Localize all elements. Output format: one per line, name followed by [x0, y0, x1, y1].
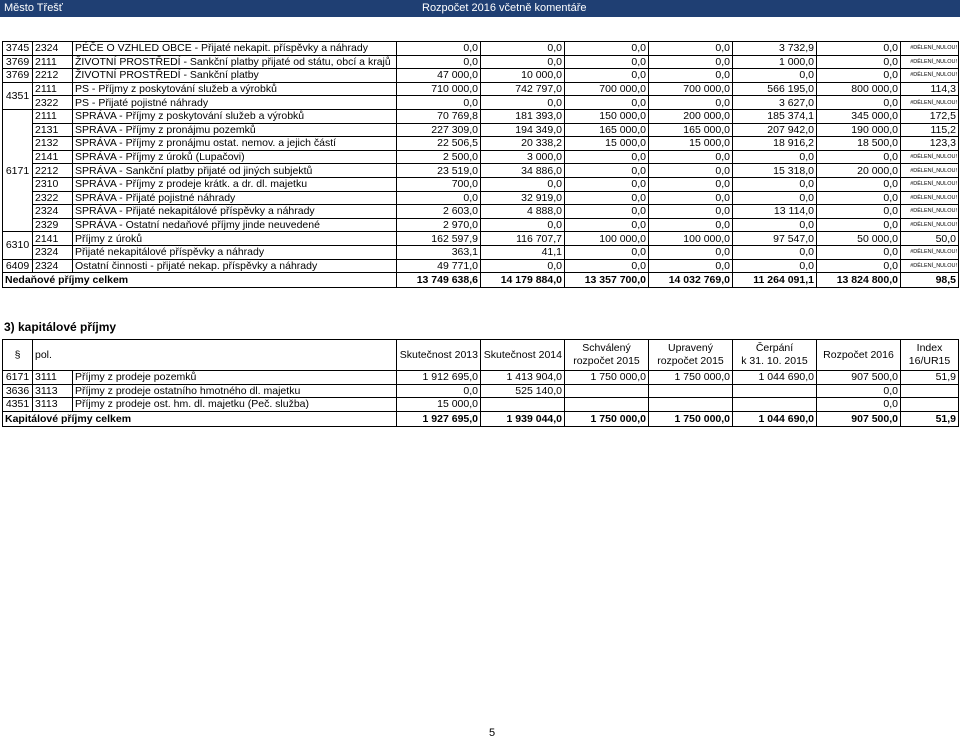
value-cell: 0,0 [649, 218, 733, 232]
value-cell: 194 349,0 [481, 123, 565, 137]
value-cell: 0,0 [397, 96, 481, 110]
value-cell: 345 000,0 [817, 109, 901, 123]
item-cell: 2324 [33, 259, 73, 273]
description-cell: SPRÁVA - Příjmy z pronájmu pozemků [73, 123, 397, 137]
description-cell: Příjmy z prodeje ost. hm. dl. majetku (Peč. služba) [73, 398, 397, 412]
paragraph-cell: 3769 [3, 55, 33, 69]
total-value: 14 179 884,0 [481, 273, 565, 288]
paragraph-cell: 4351 [3, 82, 33, 109]
value-cell: 1 750 000,0 [649, 371, 733, 385]
table-row [3, 123, 959, 137]
value-cell: 207 942,0 [733, 123, 817, 137]
header-item: pol. [33, 340, 397, 371]
item-cell: 2141 [33, 150, 73, 164]
capital-income-table [2, 339, 959, 427]
item-cell: 2324 [33, 42, 73, 56]
value-cell [649, 398, 733, 412]
total-value: 14 032 769,0 [649, 273, 733, 288]
index-cell: #DĚLENÍ_NULOU! [901, 191, 959, 205]
total-value: 13 357 700,0 [565, 273, 649, 288]
description-cell: Příjmy z prodeje pozemků [73, 371, 397, 385]
value-cell: 0,0 [397, 191, 481, 205]
value-cell: 363,1 [397, 245, 481, 259]
paragraph-cell: 6409 [3, 259, 33, 273]
value-cell: 0,0 [565, 191, 649, 205]
value-cell: 0,0 [733, 218, 817, 232]
value-cell: 525 140,0 [481, 384, 565, 398]
value-cell: 0,0 [733, 177, 817, 191]
total-label: Nedaňové příjmy celkem [3, 273, 397, 288]
total-value: 51,9 [901, 411, 959, 426]
value-cell: 0,0 [481, 218, 565, 232]
value-cell: 4 888,0 [481, 205, 565, 219]
value-cell: 34 886,0 [481, 164, 565, 178]
value-cell: 0,0 [565, 218, 649, 232]
total-value: 13 749 638,6 [397, 273, 481, 288]
header-adjusted-budget: Upravený rozpočet 2015 [649, 340, 733, 371]
index-cell: #DĚLENÍ_NULOU! [901, 55, 959, 69]
value-cell: 1 912 695,0 [397, 371, 481, 385]
value-cell: 0,0 [733, 150, 817, 164]
value-cell: 13 114,0 [733, 205, 817, 219]
value-cell: 0,0 [481, 42, 565, 56]
item-cell: 2111 [33, 82, 73, 96]
table-row [3, 82, 959, 96]
index-cell: #DĚLENÍ_NULOU! [901, 150, 959, 164]
value-cell: 227 309,0 [397, 123, 481, 137]
value-cell: 23 519,0 [397, 164, 481, 178]
table-row [3, 137, 959, 151]
value-cell: 800 000,0 [817, 82, 901, 96]
value-cell: 0,0 [649, 245, 733, 259]
value-cell: 50 000,0 [817, 232, 901, 246]
value-cell: 1 750 000,0 [565, 371, 649, 385]
value-cell: 0,0 [817, 245, 901, 259]
total-value: 1 750 000,0 [649, 411, 733, 426]
description-cell: Ostatní činnosti - přijaté nekap. příspěvky a náhrady [73, 259, 397, 273]
value-cell: 0,0 [565, 164, 649, 178]
value-cell: 1 000,0 [733, 55, 817, 69]
value-cell: 3 627,0 [733, 96, 817, 110]
value-cell: 0,0 [817, 191, 901, 205]
capital-income-title: 3) kapitálové příjmy [4, 320, 117, 334]
value-cell: 20 000,0 [817, 164, 901, 178]
description-cell: SPRÁVA - Příjmy z úroků (Lupačovi) [73, 150, 397, 164]
value-cell: 700,0 [397, 177, 481, 191]
table-row [3, 164, 959, 178]
total-value: 13 824 800,0 [817, 273, 901, 288]
total-label: Kapitálové příjmy celkem [3, 411, 397, 426]
value-cell: 165 000,0 [649, 123, 733, 137]
description-cell: SPRÁVA - Ostatní nedaňové příjmy jinde neuvedené [73, 218, 397, 232]
value-cell: 700 000,0 [649, 82, 733, 96]
paragraph-cell: 4351 [3, 398, 33, 412]
total-value: 1 927 695,0 [397, 411, 481, 426]
header-paragraph: § [3, 340, 33, 371]
index-cell: #DĚLENÍ_NULOU! [901, 218, 959, 232]
item-cell: 2324 [33, 245, 73, 259]
item-cell: 2212 [33, 164, 73, 178]
item-cell: 2111 [33, 109, 73, 123]
table-row [3, 42, 959, 56]
value-cell: 0,0 [649, 191, 733, 205]
total-row [3, 273, 959, 288]
value-cell [565, 384, 649, 398]
value-cell: 49 771,0 [397, 259, 481, 273]
table-row [3, 218, 959, 232]
description-cell: SPRÁVA - Sankční platby přijaté od jiných subjektů [73, 164, 397, 178]
value-cell: 0,0 [565, 177, 649, 191]
index-cell: #DĚLENÍ_NULOU! [901, 177, 959, 191]
value-cell: 0,0 [649, 164, 733, 178]
description-cell: SPRÁVA - Přijaté nekapitálové příspěvky a náhrady [73, 205, 397, 219]
value-cell: 0,0 [817, 205, 901, 219]
table-header-row [3, 340, 959, 371]
value-cell: 0,0 [565, 150, 649, 164]
page-number: 5 [489, 727, 496, 739]
index-cell: 114,3 [901, 82, 959, 96]
table-row [3, 371, 959, 385]
value-cell: 181 393,0 [481, 109, 565, 123]
paragraph-cell: 6171 [3, 371, 33, 385]
value-cell: 0,0 [481, 177, 565, 191]
value-cell: 97 547,0 [733, 232, 817, 246]
item-cell: 2132 [33, 137, 73, 151]
paragraph-cell: 3636 [3, 384, 33, 398]
value-cell: 190 000,0 [817, 123, 901, 137]
value-cell: 0,0 [649, 150, 733, 164]
value-cell: 0,0 [649, 205, 733, 219]
description-cell: SPRÁVA - Příjmy z pronájmu ostat. nemov. a jejich částí [73, 137, 397, 151]
total-value: 98,5 [901, 273, 959, 288]
header-index: Index 16/UR15 [901, 340, 959, 371]
table-row [3, 245, 959, 259]
table-row [3, 55, 959, 69]
index-cell: 50,0 [901, 232, 959, 246]
table-row [3, 205, 959, 219]
item-cell: 2322 [33, 191, 73, 205]
description-cell: PÉČE O VZHLED OBCE - Přijaté nekapit. příspěvky a náhrady [73, 42, 397, 56]
index-cell: #DĚLENÍ_NULOU! [901, 69, 959, 83]
value-cell: 200 000,0 [649, 109, 733, 123]
header-approved-budget: Schválený rozpočet 2015 [565, 340, 649, 371]
value-cell: 0,0 [565, 259, 649, 273]
header-actual-2014: Skutečnost 2014 [481, 340, 565, 371]
value-cell: 0,0 [397, 55, 481, 69]
value-cell: 0,0 [649, 259, 733, 273]
value-cell: 0,0 [397, 384, 481, 398]
value-cell: 0,0 [397, 42, 481, 56]
value-cell: 0,0 [817, 55, 901, 69]
value-cell: 1 413 904,0 [481, 371, 565, 385]
item-cell: 2212 [33, 69, 73, 83]
value-cell: 22 506,5 [397, 137, 481, 151]
paragraph-cell: 3769 [3, 69, 33, 83]
description-cell: ŽIVOTNÍ PROSTŘEDÍ - Sankční platby přijaté od státu, obcí a krajů [73, 55, 397, 69]
item-cell: 2322 [33, 96, 73, 110]
value-cell: 0,0 [733, 191, 817, 205]
item-cell: 2324 [33, 205, 73, 219]
index-cell: 123,3 [901, 137, 959, 151]
value-cell: 0,0 [649, 55, 733, 69]
index-cell: #DĚLENÍ_NULOU! [901, 42, 959, 56]
table-row [3, 109, 959, 123]
description-cell: PS - Příjmy z poskytování služeb a výrobků [73, 82, 397, 96]
value-cell: 150 000,0 [565, 109, 649, 123]
value-cell: 15 318,0 [733, 164, 817, 178]
paragraph-cell: 6310 [3, 232, 33, 259]
value-cell: 0,0 [565, 96, 649, 110]
value-cell: 47 000,0 [397, 69, 481, 83]
index-cell [901, 384, 959, 398]
value-cell: 0,0 [817, 384, 901, 398]
item-cell: 3111 [33, 371, 73, 385]
value-cell: 907 500,0 [817, 371, 901, 385]
value-cell: 10 000,0 [481, 69, 565, 83]
paragraph-cell: 6171 [3, 109, 33, 231]
index-cell: #DĚLENÍ_NULOU! [901, 205, 959, 219]
item-cell: 3113 [33, 398, 73, 412]
table-row [3, 69, 959, 83]
index-cell: #DĚLENÍ_NULOU! [901, 245, 959, 259]
value-cell: 70 769,8 [397, 109, 481, 123]
total-value: 1 750 000,0 [565, 411, 649, 426]
value-cell: 18 500,0 [817, 137, 901, 151]
index-cell: 172,5 [901, 109, 959, 123]
header-city: Město Třešť [4, 2, 63, 14]
table-row [3, 177, 959, 191]
value-cell: 0,0 [649, 96, 733, 110]
value-cell: 566 195,0 [733, 82, 817, 96]
value-cell: 20 338,2 [481, 137, 565, 151]
value-cell: 0,0 [733, 259, 817, 273]
value-cell: 100 000,0 [565, 232, 649, 246]
value-cell: 3 732,9 [733, 42, 817, 56]
non-tax-income-table [2, 41, 959, 288]
table-row [3, 259, 959, 273]
value-cell [649, 384, 733, 398]
index-cell: #DĚLENÍ_NULOU! [901, 96, 959, 110]
value-cell: 1 044 690,0 [733, 371, 817, 385]
item-cell: 2329 [33, 218, 73, 232]
value-cell: 0,0 [733, 245, 817, 259]
value-cell: 0,0 [481, 96, 565, 110]
total-value: 1 044 690,0 [733, 411, 817, 426]
value-cell [733, 384, 817, 398]
value-cell: 0,0 [649, 177, 733, 191]
description-cell: ŽIVOTNÍ PROSTŘEDÍ - Sankční platby [73, 69, 397, 83]
index-cell: #DĚLENÍ_NULOU! [901, 164, 959, 178]
value-cell: 116 707,7 [481, 232, 565, 246]
header-budget-2016: Rozpočet 2016 [817, 340, 901, 371]
item-cell: 2111 [33, 55, 73, 69]
total-row [3, 411, 959, 426]
value-cell: 0,0 [817, 150, 901, 164]
table-row [3, 150, 959, 164]
description-cell: SPRÁVA - Příjmy z prodeje krátk. a dr. dl. majetku [73, 177, 397, 191]
value-cell: 0,0 [565, 42, 649, 56]
value-cell: 0,0 [817, 42, 901, 56]
header-actual-2013: Skutečnost 2013 [397, 340, 481, 371]
value-cell: 2 500,0 [397, 150, 481, 164]
value-cell: 18 916,2 [733, 137, 817, 151]
value-cell [733, 398, 817, 412]
table-row [3, 96, 959, 110]
value-cell: 0,0 [817, 259, 901, 273]
value-cell: 0,0 [649, 42, 733, 56]
value-cell: 0,0 [817, 96, 901, 110]
value-cell: 0,0 [565, 245, 649, 259]
value-cell: 2 970,0 [397, 218, 481, 232]
header-spending: Čerpání k 31. 10. 2015 [733, 340, 817, 371]
page-header [0, 0, 960, 17]
description-cell: SPRÁVA - Příjmy z poskytování služeb a výrobků [73, 109, 397, 123]
value-cell: 0,0 [649, 69, 733, 83]
value-cell [565, 398, 649, 412]
value-cell: 0,0 [565, 69, 649, 83]
value-cell: 32 919,0 [481, 191, 565, 205]
description-cell: SPRÁVA - Přijaté pojistné náhrady [73, 191, 397, 205]
header-title: Rozpočet 2016 včetně komentáře [422, 2, 587, 14]
total-value: 11 264 091,1 [733, 273, 817, 288]
value-cell: 15 000,0 [397, 398, 481, 412]
description-cell: Přijaté nekapitálové příspěvky a náhrady [73, 245, 397, 259]
description-cell: Příjmy z úroků [73, 232, 397, 246]
table-row [3, 232, 959, 246]
value-cell: 41,1 [481, 245, 565, 259]
description-cell: PS - Přijaté pojistné náhrady [73, 96, 397, 110]
value-cell: 15 000,0 [649, 137, 733, 151]
table-row [3, 398, 959, 412]
value-cell: 100 000,0 [649, 232, 733, 246]
index-cell: 115,2 [901, 123, 959, 137]
value-cell: 0,0 [817, 177, 901, 191]
index-cell: 51,9 [901, 371, 959, 385]
value-cell: 0,0 [565, 205, 649, 219]
index-cell: #DĚLENÍ_NULOU! [901, 259, 959, 273]
index-cell [901, 398, 959, 412]
paragraph-cell: 3745 [3, 42, 33, 56]
item-cell: 2131 [33, 123, 73, 137]
value-cell: 162 597,9 [397, 232, 481, 246]
table-row [3, 384, 959, 398]
value-cell: 0,0 [817, 218, 901, 232]
table-row [3, 191, 959, 205]
value-cell: 3 000,0 [481, 150, 565, 164]
total-value: 1 939 044,0 [481, 411, 565, 426]
item-cell: 2310 [33, 177, 73, 191]
value-cell [481, 398, 565, 412]
item-cell: 2141 [33, 232, 73, 246]
value-cell: 0,0 [481, 259, 565, 273]
total-value: 907 500,0 [817, 411, 901, 426]
value-cell: 165 000,0 [565, 123, 649, 137]
item-cell: 3113 [33, 384, 73, 398]
value-cell: 0,0 [817, 69, 901, 83]
value-cell: 700 000,0 [565, 82, 649, 96]
value-cell: 185 374,1 [733, 109, 817, 123]
value-cell: 0,0 [481, 55, 565, 69]
value-cell: 0,0 [565, 55, 649, 69]
value-cell: 2 603,0 [397, 205, 481, 219]
value-cell: 15 000,0 [565, 137, 649, 151]
value-cell: 0,0 [733, 69, 817, 83]
description-cell: Příjmy z prodeje ostatního hmotného dl. majetku [73, 384, 397, 398]
value-cell: 0,0 [817, 398, 901, 412]
value-cell: 742 797,0 [481, 82, 565, 96]
value-cell: 710 000,0 [397, 82, 481, 96]
